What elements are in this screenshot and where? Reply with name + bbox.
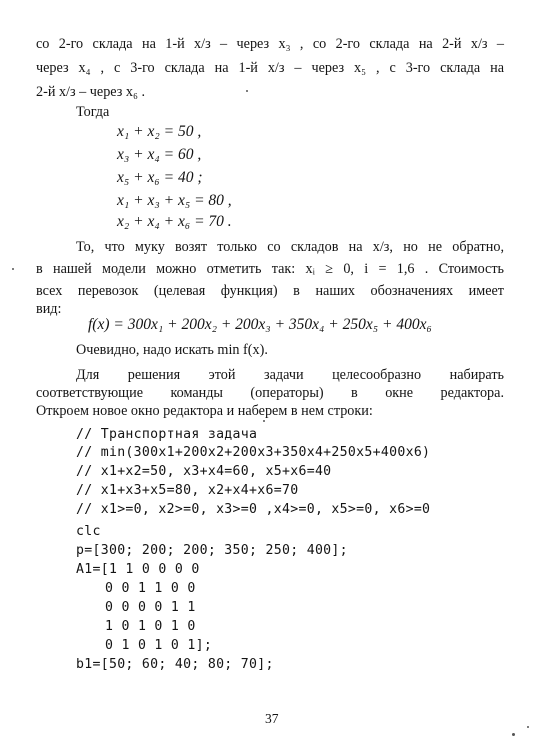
equation-4: x₁ + x₃ + x₅ = 80 , <box>117 192 232 209</box>
paragraph-1-line-2: через x₄ , с 3-го склада на 1-й х/з – через x₅ , с 3-го склада на <box>36 60 504 76</box>
code-line-11: 1 0 1 0 1 0 <box>105 619 196 634</box>
code-line-4: // x1+x3+x5=80, x2+x4+x6=70 <box>76 483 299 498</box>
word-togda: Тогда <box>76 104 110 120</box>
scan-speck <box>527 726 529 728</box>
code-line-7: p=[300; 200; 200; 350; 250; 400]; <box>76 543 348 558</box>
scan-speck <box>512 733 515 736</box>
page-number: 37 <box>265 711 279 726</box>
code-line-1: // Транспортная задача <box>76 427 258 442</box>
obviously-line: Очевидно, надо искать min f(x). <box>76 342 268 358</box>
objective-function: f(x) = 300x₁ + 200x₂ + 200x₃ + 350x₄ + 250x₅ + 400x₆ <box>88 316 432 333</box>
code-line-10: 0 0 0 0 1 1 <box>105 600 196 615</box>
equation-1: x₁ + x₂ = 50 , <box>117 123 202 140</box>
code-line-9: 0 0 1 1 0 0 <box>105 581 196 596</box>
paragraph-3-line-2: соответствующие команды (операторы) в окне редактора. <box>36 385 504 401</box>
paragraph-1-line-1: со 2-го склада на 1-й х/з – через x₃ , со 2-го склада на 2-й х/з – <box>36 36 504 52</box>
code-line-2: // min(300x1+200x2+200x3+350x4+250x5+400x6) <box>76 445 431 460</box>
code-line-5: // x1>=0, x2>=0, x3>=0 ,x4>=0, x5>=0, x6>=0 <box>76 502 431 517</box>
paragraph-3-line-3: Откроем новое окно редактора и наберем в нем строки: <box>36 403 373 419</box>
paragraph-2-line-4: вид: <box>36 301 62 317</box>
code-line-8: A1=[1 1 0 0 0 0 <box>76 562 200 577</box>
equation-2: x₃ + x₄ = 60 , <box>117 146 202 163</box>
scan-speck <box>246 90 248 92</box>
scan-speck <box>12 268 14 270</box>
paragraph-1-line-3: 2-й х/з – через x₆ . <box>36 84 146 100</box>
code-line-13: b1=[50; 60; 40; 80; 70]; <box>76 657 274 672</box>
paragraph-2-line-2: в нашей модели можно отметить так: xᵢ ≥ 0, i = 1,6 . Стоимость <box>36 261 504 277</box>
scan-speck <box>263 420 265 422</box>
paragraph-2-line-3: всех перевозок (целевая функция) в наших обозначениях имеет <box>36 283 504 299</box>
equation-5: x₂ + x₄ + x₆ = 70 . <box>117 213 232 230</box>
code-line-3: // x1+x2=50, x3+x4=60, x5+x6=40 <box>76 464 332 479</box>
paragraph-3-line-1: Для решения этой задачи целесообразно набирать <box>76 367 504 383</box>
equation-3: x₅ + x₆ = 40 ; <box>117 169 203 186</box>
paragraph-2-line-1: То, что муку возят только со складов на х/з, но не обратно, <box>76 239 504 255</box>
code-line-6: clc <box>76 524 101 539</box>
code-line-12: 0 1 0 1 0 1]; <box>105 638 213 653</box>
